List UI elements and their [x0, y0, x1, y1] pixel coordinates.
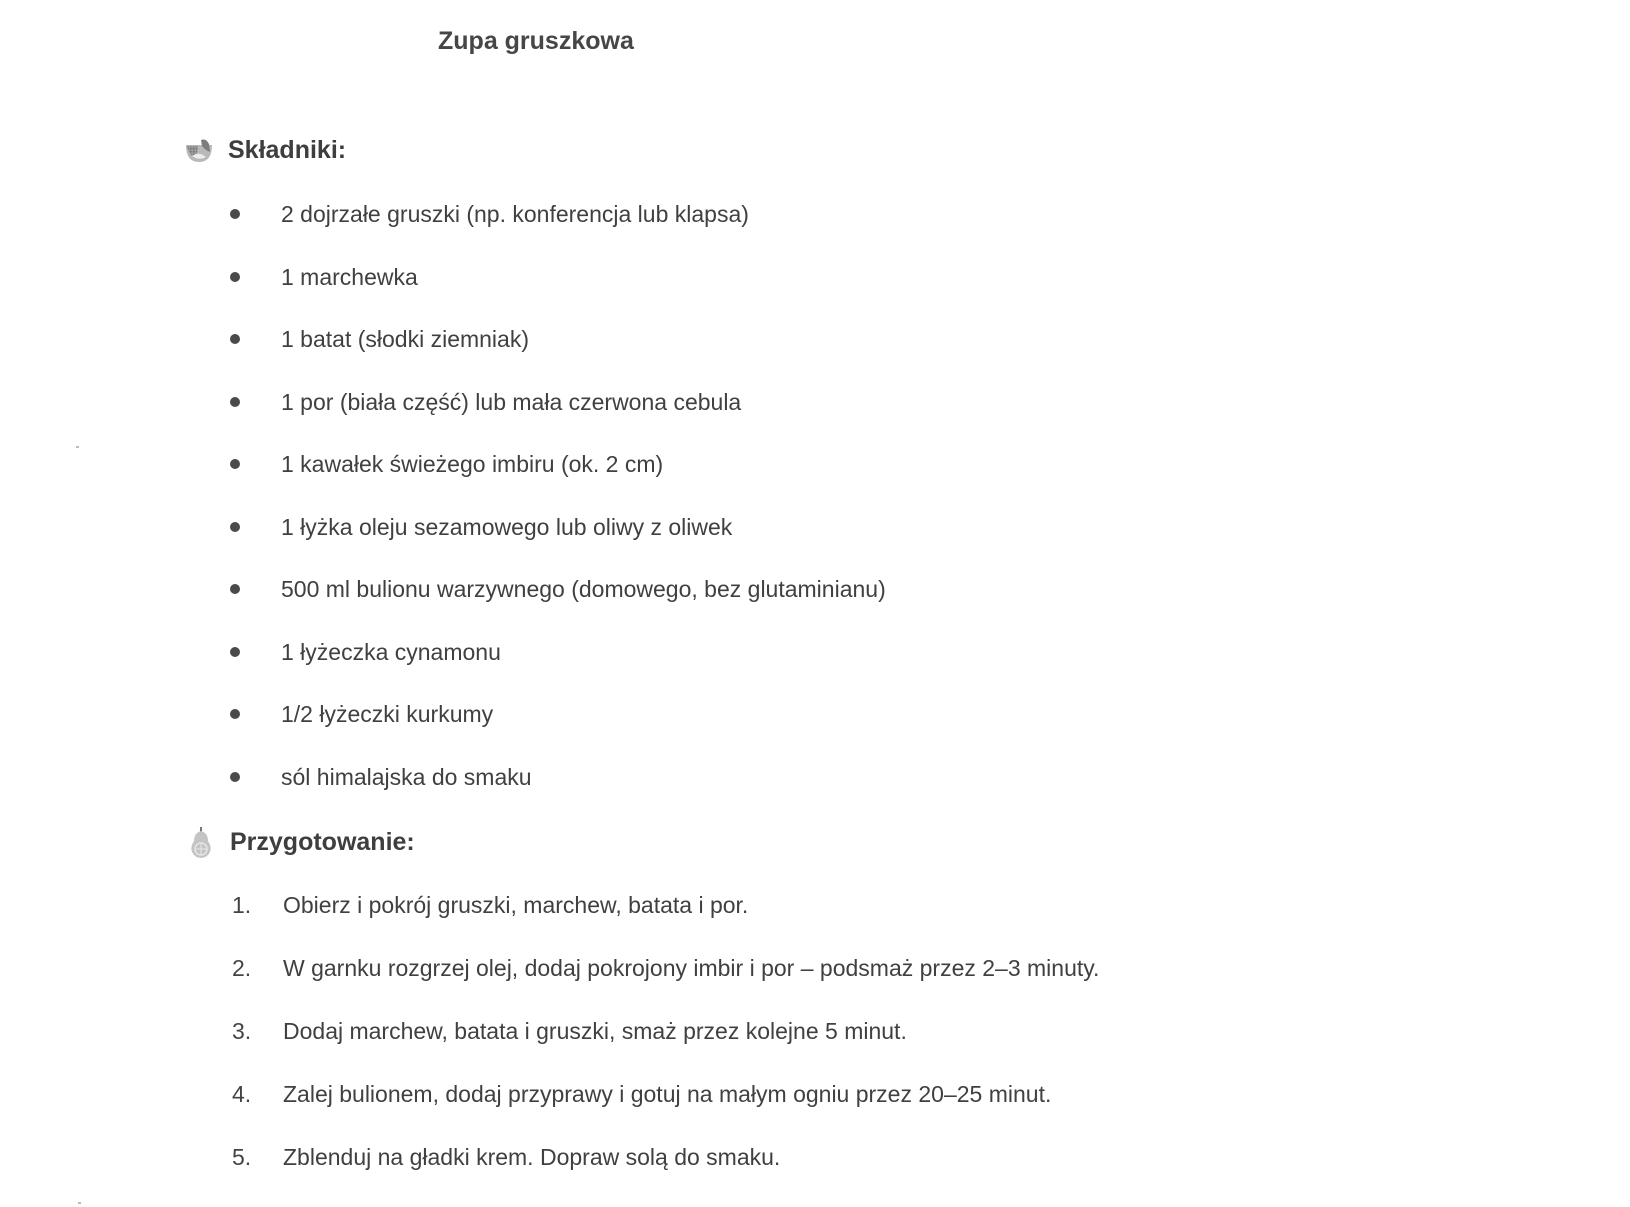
step-number: 2. [232, 955, 252, 981]
bullet [230, 459, 240, 469]
ingredient-item: 2 dojrzałe gruszki (np. konferencja lub klapsa) [0, 199, 1400, 229]
bullet [230, 272, 240, 282]
bullet [230, 647, 240, 657]
ingredient-item: 1 por (biała część) lub mała czerwona cebula [0, 387, 1400, 417]
step-item: 2. W garnku rozgrzej olej, dodaj pokrojony imbir i por – podsmaż przez 2–3 minuty. [232, 955, 1100, 981]
ingredient-item: 500 ml bulionu warzywnego (domowego, bez glutaminianu) [0, 574, 1400, 604]
pear-icon [189, 825, 213, 859]
bullet [230, 397, 240, 407]
step-item: 4. Zalej bulionem, dodaj przyprawy i gotuj na małym ogniu przez 20–25 minut. [232, 1081, 1052, 1107]
bowl-icon [184, 136, 214, 164]
step-number: 5. [232, 1144, 252, 1170]
step-item: 1. Obierz i pokrój gruszki, marchew, batata i por. [232, 892, 749, 918]
ingredient-item: 1 kawałek świeżego imbiru (ok. 2 cm) [0, 449, 1400, 479]
step-number: 4. [232, 1081, 252, 1107]
ingredient-item: 1 łyżeczka cynamonu [0, 637, 1400, 667]
step-item: 3. Dodaj marchew, batata i gruszki, smaż przez kolejne 5 minut. [232, 1018, 907, 1044]
step-item: 5. Zblenduj na gładki krem. Dopraw solą do smaku. [232, 1144, 781, 1170]
ingredients-heading: Składniki: [228, 136, 347, 164]
step-number: 1. [232, 892, 252, 918]
bullet [230, 584, 240, 594]
step-number: 3. [232, 1018, 252, 1044]
ingredient-item: sól himalajska do smaku [0, 762, 1400, 792]
document-title: Zupa gruszkowa [438, 27, 634, 55]
preparation-heading: Przygotowanie: [230, 828, 415, 856]
ingredient-item: 1 marchewka [0, 262, 1400, 292]
bullet [230, 772, 240, 782]
ingredient-item: 1 łyżka oleju sezamowego lub oliwy z oliwek [0, 512, 1400, 542]
bullet [230, 522, 240, 532]
bullet [230, 709, 240, 719]
ingredient-item: 1 batat (słodki ziemniak) [0, 324, 1400, 354]
scan-speck [78, 1202, 81, 1204]
ingredient-item: 1/2 łyżeczki kurkumy [0, 699, 1400, 729]
scan-speck [76, 446, 79, 448]
bullet [230, 209, 240, 219]
bullet [230, 334, 240, 344]
